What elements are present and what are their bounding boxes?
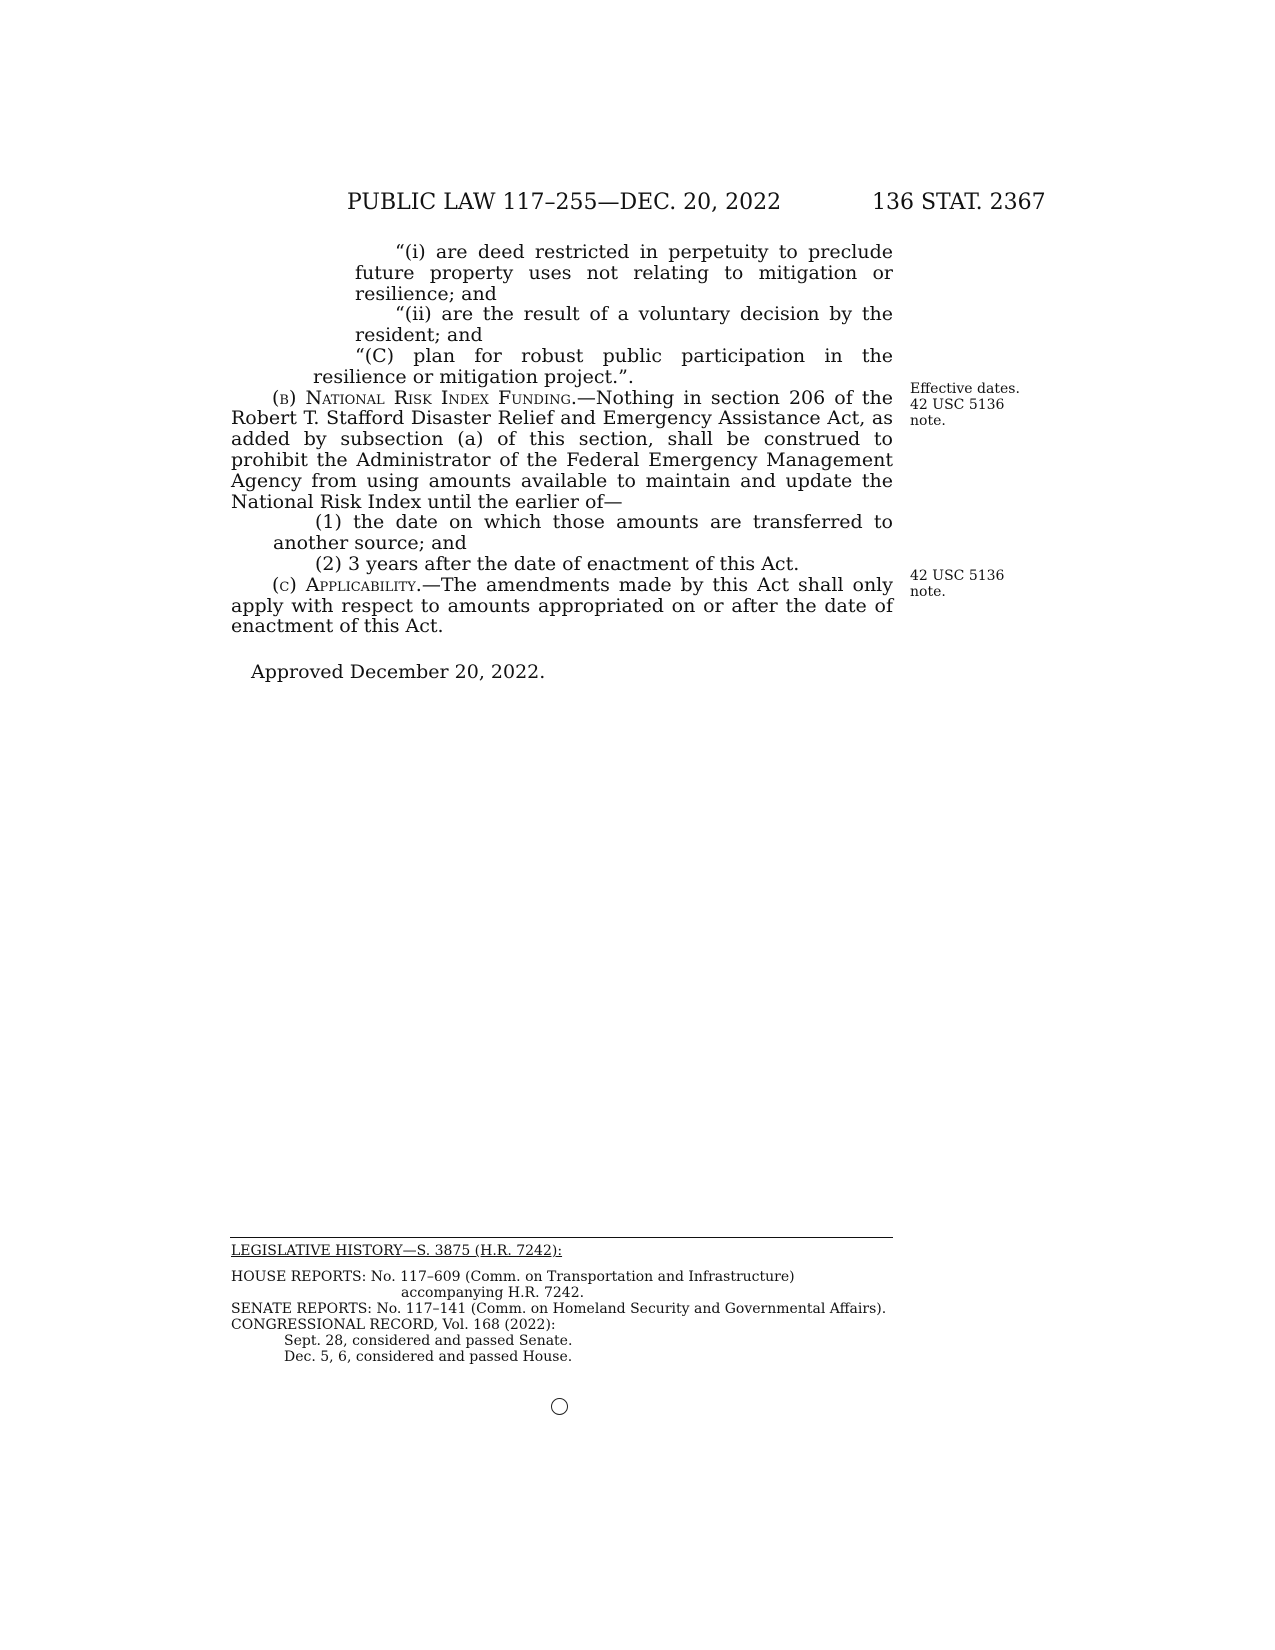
paragraph-i: “(i) are deed restricted in perpetuity to preclude future property uses not relating to mitigation or resilience; and xyxy=(355,241,893,305)
paragraph-ii: “(ii) are the result of a voluntary decision by the resident; and xyxy=(355,303,893,347)
end-mark-circle-icon xyxy=(551,1398,568,1415)
margin-note-line: 42 USC 5136 xyxy=(910,568,1005,584)
margin-note-line: note. xyxy=(910,413,946,429)
legislative-history xyxy=(231,1243,893,1365)
subsection-c xyxy=(231,575,893,637)
footnote-divider xyxy=(230,1237,893,1238)
subsection-b-heading: (b) National Risk Index Funding. xyxy=(272,386,577,409)
legislative-history-title: LEGISLATIVE HISTORY—S. 3875 (H.R. 7242): xyxy=(231,1243,563,1259)
margin-note-line: Effective dates. xyxy=(910,381,1020,397)
house-reports: HOUSE REPORTS: No. 117–609 (Comm. on Transportation and Infrastructure) accompanying H.R. 7242. xyxy=(231,1269,795,1301)
margin-note-line: 42 USC 5136 xyxy=(910,397,1005,413)
record-line: Dec. 5, 6, considered and passed House. xyxy=(284,1349,573,1365)
subsection-b xyxy=(231,388,893,513)
paragraph-C: “(C) plan for robust public participation in the resilience or mitigation project.”. xyxy=(313,344,893,388)
paragraph-2: (2) 3 years after the date of enactment of this Act. xyxy=(315,552,800,575)
paragraph-1: (1) the date on which those amounts are transferred to another source; and xyxy=(273,511,893,555)
margin-note-usc xyxy=(910,568,1040,600)
margin-note-effective-dates xyxy=(910,381,1040,429)
congressional-record: CONGRESSIONAL RECORD, Vol. 168 (2022): xyxy=(231,1317,556,1333)
record-line: Sept. 28, considered and passed Senate. xyxy=(284,1333,573,1349)
approval-date: Approved December 20, 2022. xyxy=(251,661,546,683)
margin-note-line: note. xyxy=(910,584,946,600)
page-header-title: PUBLIC LAW 117–255—DEC. 20, 2022 xyxy=(347,190,782,215)
subsection-c-heading: (c) Applicability. xyxy=(272,573,422,596)
senate-reports: SENATE REPORTS: No. 117–141 (Comm. on Homeland Security and Governmental Affairs). xyxy=(231,1301,887,1317)
statute-body xyxy=(231,242,893,637)
subsection-c-text: —The amendments made by this Act shall only apply with respect to amounts appropriated on or after the date of enactment of this Act. xyxy=(231,573,893,638)
page-header-stat: 136 STAT. 2367 xyxy=(872,190,1046,215)
subsection-b-text: —Nothing in section 206 of the Robert T. Stafford Disaster Relief and Emergency Assistance Act, as added by subsection (a) of this section, shall be construed to prohibit the Administrator of the Federal Emergency Management Agency from using amounts available to maintain and update the National Risk Index until the earlier of— xyxy=(231,386,893,513)
